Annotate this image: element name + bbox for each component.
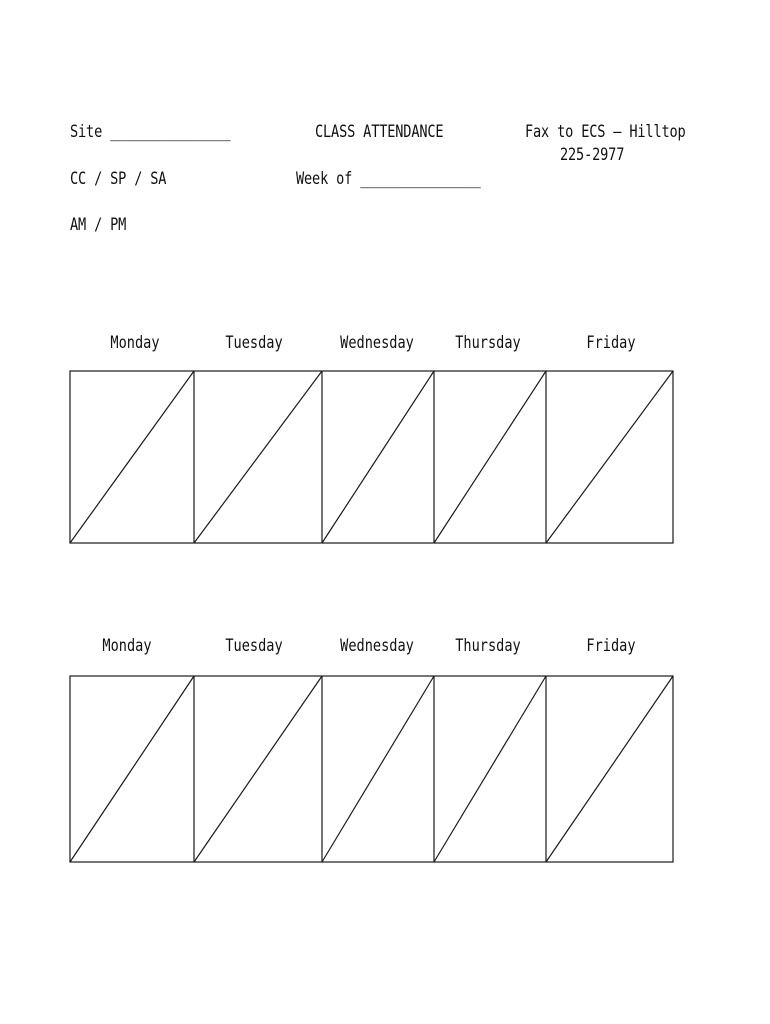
program-options[interactable]: CC / SP / SA <box>70 169 167 189</box>
week1-cell-wednesday[interactable] <box>322 371 434 543</box>
fax-number: 225-2977 <box>560 145 625 165</box>
week2-day-label: Tuesday <box>225 636 283 656</box>
session-options[interactable]: AM / PM <box>70 215 127 235</box>
week1-day-label: Friday <box>586 333 636 353</box>
week2-cell-tuesday[interactable] <box>194 676 322 862</box>
week2-day-label: Wednesday <box>340 636 414 656</box>
week2-day-label: Friday <box>586 636 636 656</box>
week2-cell-wednesday[interactable] <box>322 676 434 862</box>
week2-day-label: Monday <box>102 636 152 656</box>
week1-cell-thursday[interactable] <box>434 371 546 543</box>
week2-cell-monday[interactable] <box>70 676 194 862</box>
week1-grid-border <box>70 371 673 543</box>
week1-cell-monday[interactable] <box>70 371 194 543</box>
week2-cell-friday[interactable] <box>546 676 673 862</box>
week1-day-label: Tuesday <box>225 333 283 353</box>
week2-grid-border <box>70 676 673 862</box>
site-field[interactable]: Site _______________ <box>70 122 231 142</box>
week1-day-label: Monday <box>110 333 160 353</box>
week1-cell-tuesday[interactable] <box>194 371 322 543</box>
week2-day-label: Thursday <box>455 636 521 656</box>
week1-attendance-grid <box>70 371 673 543</box>
week1-cell-friday[interactable] <box>546 371 673 543</box>
week1-day-label: Wednesday <box>340 333 414 353</box>
fax-instruction: Fax to ECS – Hilltop <box>525 122 686 142</box>
week-of-field[interactable]: Week of _______________ <box>296 169 481 189</box>
form-title: CLASS ATTENDANCE <box>315 122 444 142</box>
week2-cell-thursday[interactable] <box>434 676 546 862</box>
week2-attendance-grid <box>70 676 673 862</box>
week1-day-label: Thursday <box>455 333 521 353</box>
